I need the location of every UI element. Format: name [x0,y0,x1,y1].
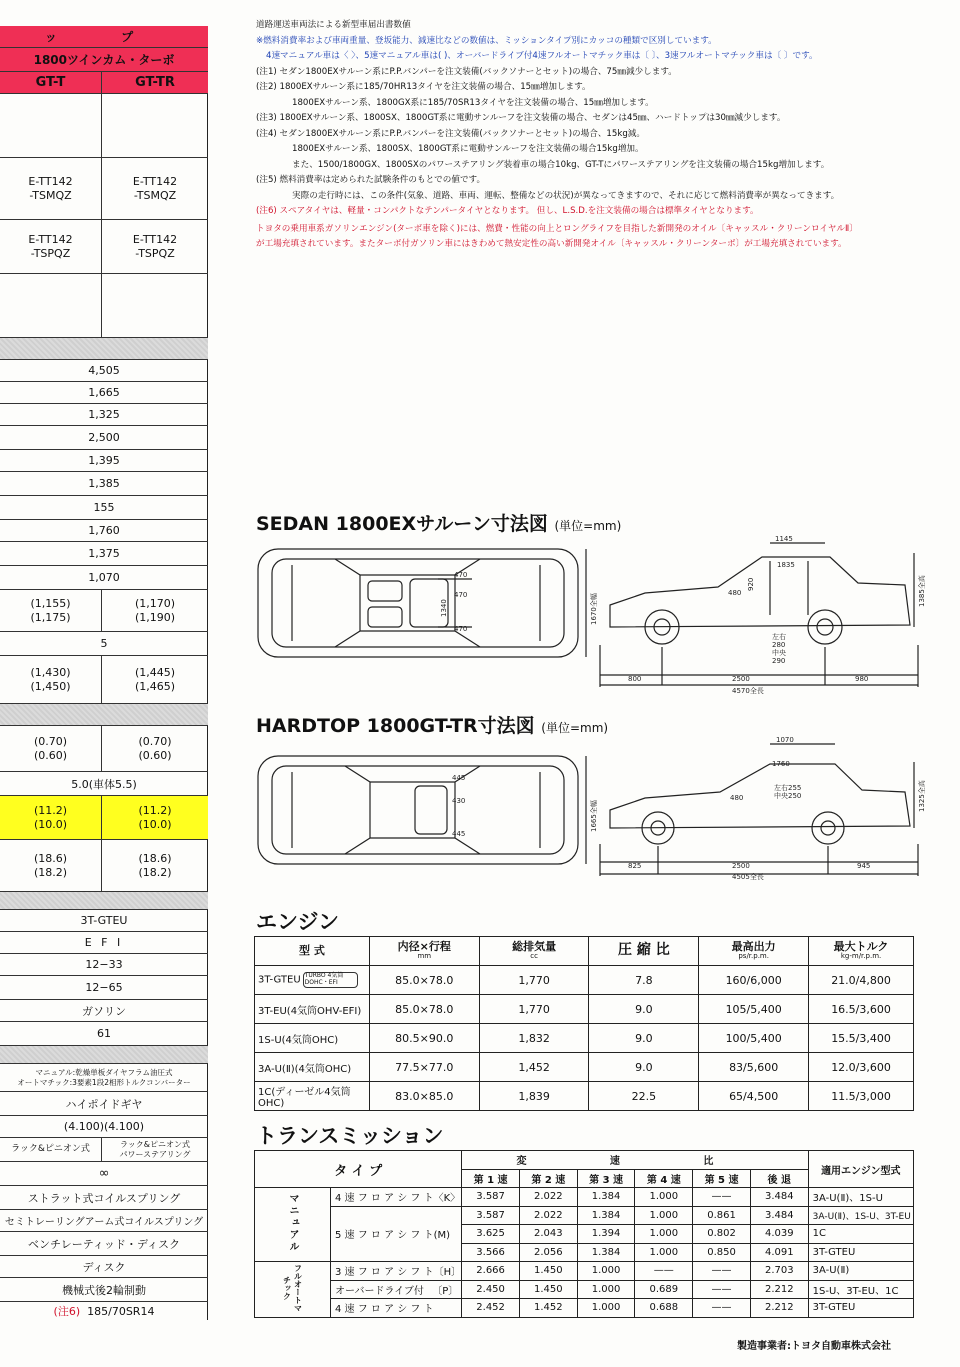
tire-size-value: 185/70SR14 [87,1304,155,1318]
table-row: 3.566 2.056 1.384 1.000 0.850 4.091 3T-GTEU [255,1243,914,1262]
section-divider [0,1046,208,1064]
fuel-tank: 61 [0,1022,208,1046]
sedan-dim: 470 [454,571,468,579]
fuel-type: ガソリン [0,1000,208,1022]
vehicle-weight-row: (1,155) (1,175) (1,170) (1,190) [0,590,208,632]
engine-table [254,936,914,1111]
hardtop-dim: 430 [452,797,466,805]
table-row: フルオートマチック 3 速 フ ロ ア シ フ ト〔H〕 2.666 1.450 1.000 —— —— 2.703 3A-U(Ⅱ) [255,1262,914,1281]
trans-header-engine: 適用エンジン型式 [808,1151,913,1188]
section-divider [0,892,208,910]
hardtop-dim: 445 [452,830,466,838]
manual-group-label: マニュアル [255,1188,331,1262]
sedan-dim: 4570全長 [732,687,764,695]
dim-wheelbase: 2,500 [0,426,208,450]
sedan-dim: 280 [772,641,786,649]
transmission-title: トランスミッション [256,1124,444,1148]
engine-spec: 12−65 [0,976,208,1000]
sedan-dim: 1145 [775,535,793,543]
hardtop-dim: 2500 [732,862,750,870]
dim-interior-length: 1,760 [0,520,208,542]
section-divider [0,704,208,726]
climbing-row: (0.70) (0.60) (0.70) (0.60) [0,726,208,772]
hardtop-dim: 1325全高 [918,780,926,812]
table-row: オーバードライブ付 〔P〕 2.450 1.450 1.000 0.689 —— 2.212 1S-U、3T-EU、1C [255,1280,914,1299]
sedan-unit: (単位=mm) [554,519,622,533]
dim-interior-height: 1,070 [0,566,208,590]
sedan-dim: 2500 [732,675,750,683]
grade-gt-t: GT-T [0,72,102,93]
engine-spec: 12−33 [0,954,208,976]
note-line: 1800EXサルーン系、1800GX系に185/70SR13タイヤを注文装備の場合、15㎜増加します。 [292,97,654,108]
turning-radius: 5.0(車体5.5) [0,772,208,796]
infinity-value: ∞ [0,1162,208,1186]
engine-header: 総排気量 cc [479,937,589,966]
model-code-row: E-TT142 -TSMQZ E-TT142 -TSMQZ [0,158,208,220]
hardtop-diagram [250,736,950,881]
model-code-row: E-TT142 -TSPQZ E-TT142 -TSPQZ [0,220,208,274]
sedan-dim: 1385全高 [918,575,926,607]
table-row: マニュアル 4 速 フ ロ ア シ フ ト〈K〉 3.587 2.022 1.384 1.000 —— 3.484 3A-U(Ⅱ)、1S-U [255,1188,914,1207]
spec-header-model: 1800ツインカム・ターボ [0,48,208,72]
grade-gt-tr: GT-TR [135,74,175,90]
hardtop-dim: 825 [628,862,642,870]
sedan-dim: 1835 [777,561,795,569]
sedan-dim: 中央 [772,649,786,657]
table-row: 5 速 フ ロ ア シ フ ト(M) 3.587 2.022 1.384 1.000 0.861 3.484 3A-U(Ⅱ)、1S-U、3T-EU [255,1206,914,1225]
spec-column [0,26,208,1320]
sedan-dim: 920 [747,577,755,591]
trans-header-type: タ イ プ [255,1151,462,1188]
note-line: 1800EXサルーン系、1800SX、1800GT系に電動サンルーフを注文装備の場合15kg増加。 [292,144,644,154]
hardtop-dim: 1070 [776,736,794,744]
table-row: 1C(ディーゼル4気筒OHC) 83.0×85.0 1,839 22.5 65/4,500 11.5/3,000 [255,1082,914,1111]
engine-title: エンジン [256,910,339,934]
table-row: 3.625 2.043 1.394 1.000 0.802 4.039 1C [255,1225,914,1244]
dim-width: 1,665 [0,382,208,404]
dim-tread-front: 1,395 [0,450,208,472]
sedan-diagram-title: SEDAN 1800EXサルーン寸法図 (単位=mm) [256,513,622,535]
dim-ground-clearance: 155 [0,496,208,520]
spec-header-top: ッ プ [0,26,208,48]
final-gear-ratio: (4.100)(4.100) [0,1116,208,1138]
tire-size [0,1302,208,1320]
sedan-dim: 980 [855,675,869,683]
sedan-dim: 1340 [440,599,448,617]
note-line: (注1) セダン1800EXサルーン系にP.P.バンパーを注文装備(バックソナーとセット)の場合、75㎜減少します。 [256,66,677,77]
trans-header-row [255,1151,914,1170]
hardtop-dim: 445 [452,774,466,782]
table-row: 3T-GTEU TURBO 4気筒 DOHC・EFI 85.0×78.0 1,770 7.8 160/6,000 21.0/4,800 [255,966,914,995]
sedan-dim: 290 [772,657,786,665]
hardtop-dim: 左右255 [774,784,802,792]
dim-length: 4,505 [0,360,208,382]
hardtop-dim: 中央250 [774,792,802,800]
spec-header-grades [0,72,208,94]
auto-group-label: フルオートマチック [255,1262,331,1318]
trans-header-ratio: 変 速 比 [462,1151,808,1170]
hardtop-dim: 1665全幅 [590,800,598,832]
final-gear: ハイポイドギヤ [0,1092,208,1116]
engine-header: 最高出力 ps/r.p.m. [699,937,809,966]
note-title: 道路運送車両法による新型車届出書数値 [256,20,411,30]
brake-front: ベンチレーティッド・ディスク [0,1232,208,1256]
hardtop-dim: 1760 [772,760,790,768]
section-divider [0,338,208,360]
engine-model: 3T-GTEU [0,910,208,932]
sedan-diagram [250,535,950,700]
brake-rear: ディスク [0,1256,208,1278]
note-line: 実際の走行時には、この条件(気象、道路、車両、運転、整備などの状況)が異なってきますので、それに応じて燃料消費率が異なってきます。 [292,190,840,201]
hardtop-dim: 945 [857,862,871,870]
note-line: が工場充填されています。またターボ付ガソリン車にはきわめて熱安定性の高い新開発オイル〔キャッスル・クリーンターボ〕が工場充填されています。 [256,239,847,249]
sedan-dim: 1670全幅 [590,593,598,625]
dim-tread-rear: 1,385 [0,472,208,496]
fuel-system: E F I [0,932,208,954]
steering-row: ラック&ピニオン式 ラック&ピニオン式 パワーステアリング [0,1138,208,1162]
transmission-table [254,1150,914,1318]
note-line: (注2) 1800EXサルーン系に185/70HR13タイヤを注文装備の場合、15㎜増加します。 [256,82,591,92]
hardtop-diagram-title: HARDTOP 1800GT-TR寸法図 (単位=mm) [256,715,609,737]
spec-notes [256,18,946,253]
sedan-dim: 470 [454,625,468,633]
engine-header: 内径×行程 mm [369,937,479,966]
table-row: 3A-U(Ⅱ)(4気筒OHC) 77.5×77.0 1,452 9.0 83/5,600 12.0/3,600 [255,1053,914,1082]
note-line: (注4) セダン1800EXサルーン系にP.P.バンパーを注文装備(バックソナーとセット)の場合、15kg減。 [256,128,645,139]
table-row: 3T-EU(4気筒OHV-EFI) 85.0×78.0 1,770 9.0 105/5,400 16.5/3,600 [255,995,914,1024]
hardtop-unit: (単位=mm) [541,721,609,735]
sedan-dim: 左右 [772,633,786,641]
sedan-dim: 470 [454,591,468,599]
table-row: 1S-U(4気筒OHC) 80.5×90.0 1,832 9.0 100/5,400 15.5/3,400 [255,1024,914,1053]
dim-height: 1,325 [0,404,208,426]
sedan-dim: 800 [628,675,642,683]
note-line: (注6) スペアタイヤは、軽量・コンパクトなテンパータイヤとなります。 但し、L.S.D.を注文装備の場合は標準タイヤとなります。 [256,206,759,216]
note-line: (注3) 1800EXサルーン系、1800SX、1800GT系に電動サンルーフを注文装備の場合、セダンは45㎜、ハードトップは30㎜減少します。 [256,113,786,123]
parking-brake: 機械式後2輪制動 [0,1278,208,1302]
note-line: また、1500/1800GX、1800SXのパワーステアリング装着車の場合10kg、GT-Tにパワーステアリングを注文装備の場合15kg増加します。 [292,159,830,170]
engine-header-row [255,937,914,966]
engine-header: 型 式 [255,937,370,966]
hardtop-dim: 4505全長 [732,873,764,881]
seating-capacity: 5 [0,632,208,656]
trans-gear-header-row: 第 1 速 第 2 速 第 3 速 第 4 速 第 5 速 後 退 [255,1169,914,1188]
fuel-consumption-row: (11.2) (10.0) (11.2) (10.0) [0,796,208,840]
suspension-front: ストラット式コイルスプリング [0,1186,208,1210]
clutch-type: マニュアル:乾燥単板ダイヤフラム油圧式 オートマチック:3要素1段2相形トルクコンバーター [0,1064,208,1092]
fuel-consumption-row-2: (18.6) (18.2) (18.6) (18.2) [0,840,208,892]
spec-blank-row [0,274,208,338]
hardtop-dim: 480 [730,794,744,802]
note-line: トヨタの乗用車系ガソリンエンジン(ターボ車を除く)には、燃費・性能の向上とロングライフを目指した新開発のオイル〔キャッスル・クリーンロイヤルⅡ〕 [256,223,858,234]
engine-header: 最大トルク kg-m/r.p.m. [809,937,914,966]
tire-note: (注6) [53,1305,81,1318]
gross-weight-row: (1,430) (1,450) (1,445) (1,465) [0,656,208,704]
suspension-rear: セミトレーリングアーム式コイルスプリング [0,1210,208,1232]
spec-blank-row [0,94,208,158]
dim-interior-width: 1,375 [0,542,208,566]
note-line: 4速マニュアル車は〈 〉、5速マニュアル車は( )、オーバードライブ付4速フルオートマチック車は〔 〕、3速フルオートマチック車は〔 〕です。 [266,51,818,61]
table-row: 4 速 フ ロ ア シ フ ト 2.452 1.452 1.000 0.688 —— 2.212 3T-GTEU [255,1299,914,1318]
manufacturer-credit: 製造事業者:トヨタ自動車株式会社 [737,1341,891,1352]
note-line: (注5) 燃料消費率は定められた試験条件のもとでの値です。 [256,175,486,185]
note-line: ※燃料消費率および車両重量、登坂能力、減速比などの数値は、ミッションタイプ別にカッコの種類で区別しています。 [256,35,717,46]
sedan-dim: 480 [728,589,742,597]
engine-header: 圧 縮 比 [589,937,699,966]
